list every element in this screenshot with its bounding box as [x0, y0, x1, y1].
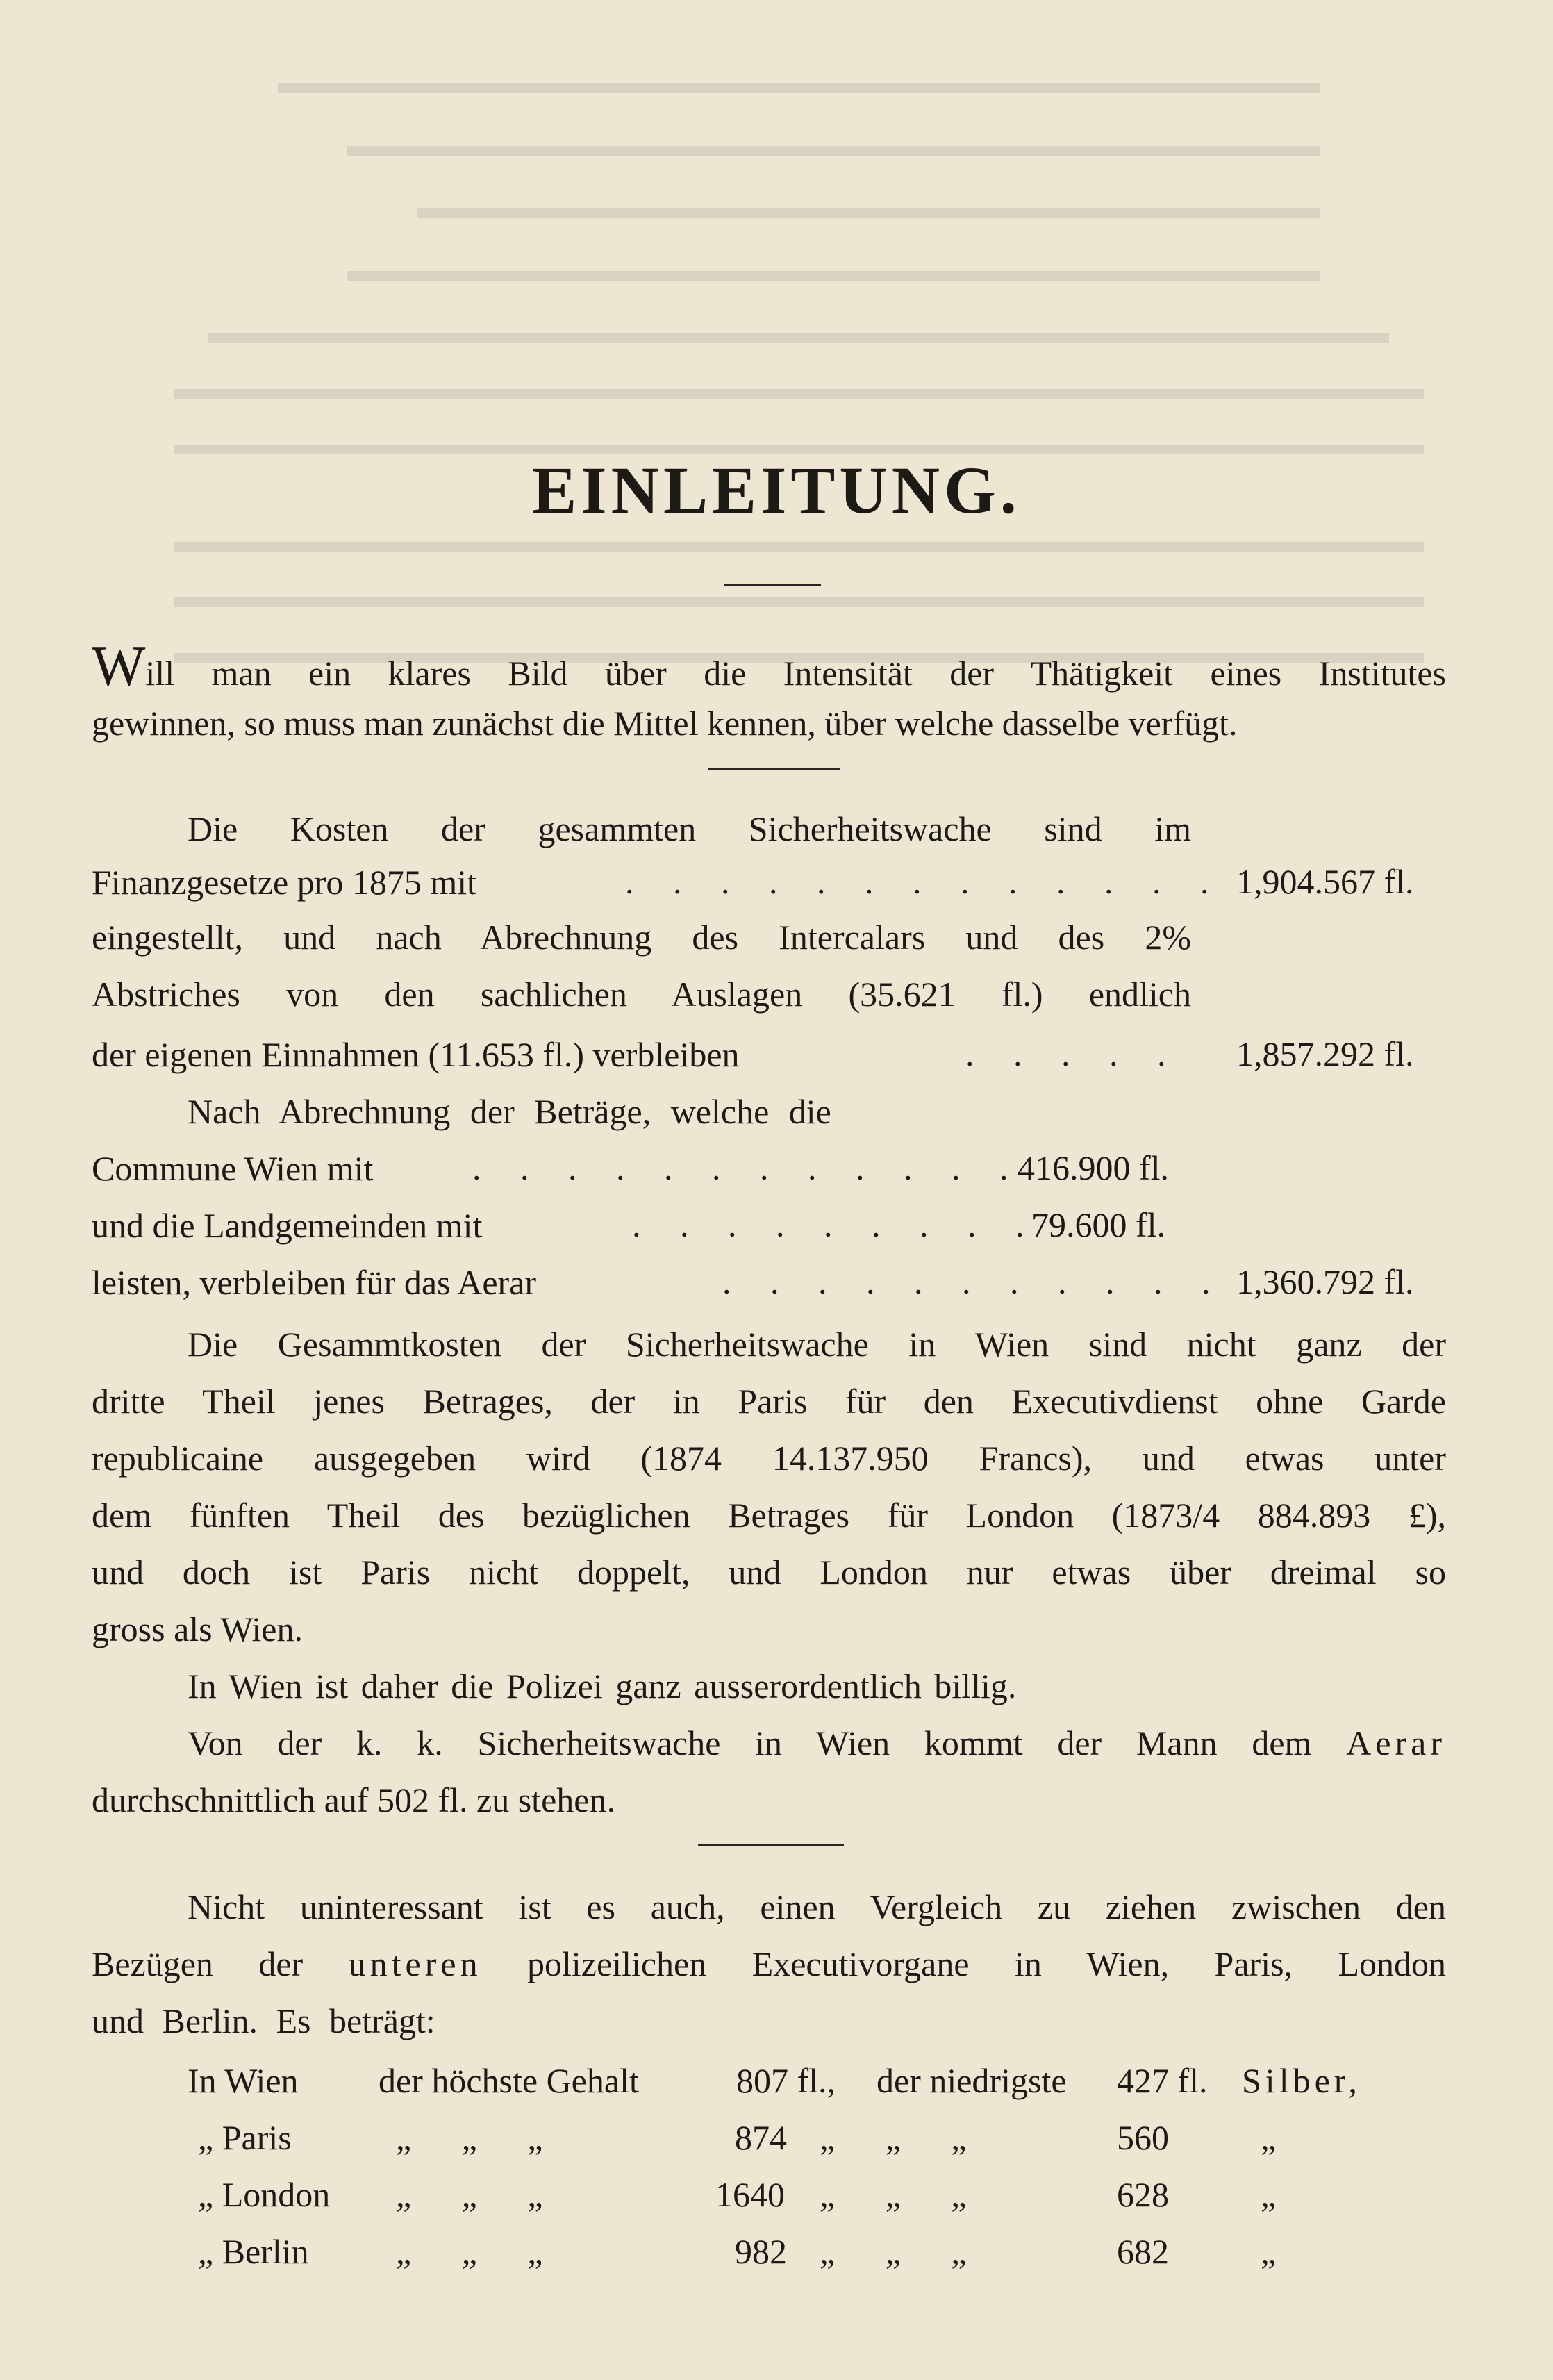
niedrig-cell: 628	[1117, 2175, 1169, 2214]
amount-landgemeinden: 79.600 fl.	[1031, 1205, 1166, 1244]
leader-dots: . . . . . . . . . . .	[722, 1262, 1226, 1301]
leader-dots: . . . . . . . . . . . .	[472, 1148, 1024, 1187]
kosten-line-4: Abstriches von den sachlichen Auslagen (35.621 fl.) endlich	[92, 975, 1191, 1014]
mann-line-2: durchschnittlich auf 502 fl. zu stehen.	[92, 1780, 615, 1819]
kosten-line-7-text: Commune Wien mit	[92, 1149, 374, 1188]
gesamt-line-2: dritte Theil jenes Betrages, der in Paris für den Executivdienst ohne Garde	[92, 1382, 1446, 1421]
hoechst-cell: 874	[735, 2118, 787, 2157]
city-cell: „ Berlin	[198, 2232, 309, 2271]
title-divider	[724, 584, 821, 586]
hoechst-cell: 982	[735, 2232, 787, 2271]
leader-dots: . . . . .	[965, 1034, 1181, 1073]
label-niedrig-cell: „ „ „	[820, 2118, 967, 2157]
gesamt-line-3: republicaine ausgegeben wird (1874 14.137.950 Francs), und etwas unter	[92, 1439, 1446, 1478]
unteren-spaced: unteren	[348, 1944, 482, 1983]
vergleich-line-2-c: polizeilichen Executivorgane in Wien, Paris, London	[527, 1944, 1447, 1983]
kosten-line-5-text: der eigenen Einnahmen (11.653 fl.) verbleiben	[92, 1035, 740, 1074]
intro-line-1	[92, 634, 1446, 702]
city-cell: In Wien	[188, 2061, 299, 2100]
initial-letter: W	[92, 634, 146, 697]
gesamt-line-5: und doch ist Paris nicht doppelt, und London nur etwas über dreimal so	[92, 1553, 1446, 1592]
mann-line-1	[188, 1714, 1446, 1771]
billig-line: In Wien ist daher die Polizei ganz ausserordentlich billig.	[188, 1667, 1017, 1705]
label-niedrig-cell: „ „ „	[820, 2232, 967, 2271]
kosten-line-3: eingestellt, und nach Abrechnung des Intercalars und des 2%	[92, 918, 1191, 957]
label-hoechst-cell: der höchste Gehalt	[379, 2061, 639, 2100]
label-niedrig-cell: „ „ „	[820, 2175, 967, 2214]
intro-line-1-text: ill man ein klares Bild über die Intensität der Thätigkeit eines Institutes	[145, 654, 1446, 693]
hoechst-cell: 807 fl.,	[736, 2061, 836, 2100]
kosten-line-9-text: leisten, verbleiben für das Aerar	[92, 1263, 537, 1302]
section-divider-1	[708, 768, 840, 770]
kosten-line-8-text: und die Landgemeinden mit	[92, 1206, 483, 1245]
section-divider-2	[698, 1844, 844, 1846]
niedrig-cell: 682	[1117, 2232, 1169, 2271]
unit-cell: Silber,	[1242, 2061, 1361, 2100]
vergleich-line-2-a: Bezügen der	[92, 1944, 304, 1983]
hoechst-cell: 1640	[715, 2175, 785, 2214]
vergleich-line-1: Nicht uninteressant ist es auch, einen Vergleich zu ziehen zwischen den	[188, 1887, 1446, 1926]
label-niedrig-cell: der niedrigste	[877, 2061, 1067, 2100]
city-cell: „ London	[198, 2175, 331, 2214]
label-hoechst-cell: „ „ „	[396, 2232, 543, 2271]
aerar-spaced: Aerar	[1346, 1724, 1447, 1762]
vergleich-line-2	[92, 1935, 1446, 1992]
amount-finanzgesetz: 1,904.567 fl.	[1236, 862, 1414, 901]
label-hoechst-cell: „ „ „	[396, 2175, 543, 2214]
gesamt-line-4: dem fünften Theil des bezüglichen Betrages für London (1873/4 884.893 £),	[92, 1496, 1446, 1535]
kosten-line-6: Nach Abrechnung der Beträge, welche die	[188, 1092, 831, 1131]
gesamt-line-1: Die Gesammtkosten der Sicherheitswache in Wien sind nicht ganz der	[188, 1325, 1446, 1364]
amount-aerar: 1,360.792 fl.	[1236, 1262, 1414, 1301]
label-hoechst-cell: „ „ „	[396, 2118, 543, 2157]
amount-verbleiben: 1,857.292 fl.	[1236, 1034, 1414, 1073]
kosten-line-1: Die Kosten der gesammten Sicherheitswache sind im	[188, 809, 1191, 848]
chapter-title: EINLEITUNG.	[532, 453, 1021, 527]
unit-cell: „	[1261, 2232, 1277, 2271]
kosten-line-2-text: Finanzgesetze pro 1875 mit	[92, 863, 477, 902]
niedrig-cell: 560	[1117, 2118, 1169, 2157]
niedrig-cell: 427 fl.	[1117, 2061, 1208, 2100]
amount-commune: 416.900 fl.	[1018, 1148, 1170, 1187]
mann-line-1-text: Von der k. k. Sicherheitswache in Wien kommt der Mann dem	[188, 1724, 1312, 1762]
unit-cell: „	[1261, 2118, 1277, 2157]
city-cell: „ Paris	[198, 2118, 292, 2157]
leader-dots: . . . . . . . . . . . . .	[625, 862, 1224, 901]
gesamt-line-6: gross als Wien.	[92, 1610, 303, 1648]
vergleich-line-3: und Berlin. Es beträgt:	[92, 2001, 435, 2040]
unit-cell: „	[1261, 2175, 1277, 2214]
intro-line-2: gewinnen, so muss man zunächst die Mittel kennen, über welche dasselbe verfügt.	[92, 704, 1238, 743]
leader-dots: . . . . . . . . .	[632, 1205, 1040, 1244]
